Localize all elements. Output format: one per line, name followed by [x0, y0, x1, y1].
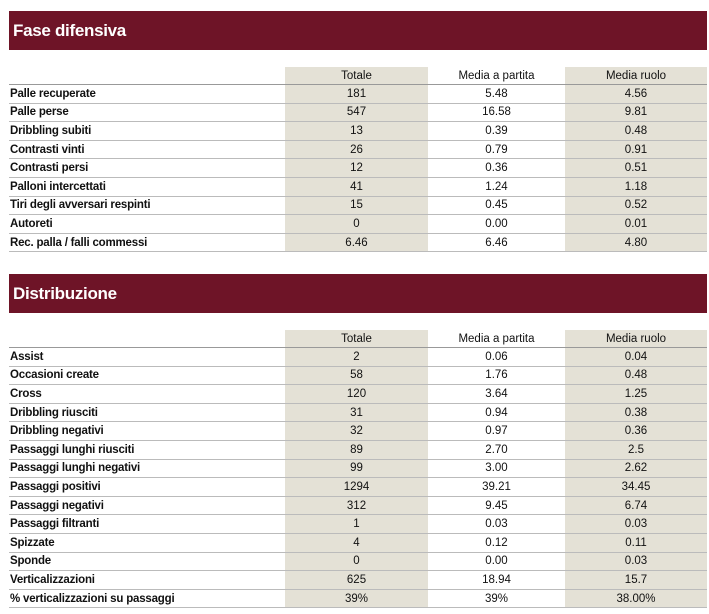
cell-media-partita: 0.94	[428, 403, 565, 422]
row-label: Passaggi filtranti	[9, 515, 285, 534]
table-row	[9, 348, 707, 367]
cell-media-ruolo: 0.04	[565, 348, 707, 367]
row-label: Tiri degli avversari respinti	[9, 196, 285, 215]
table-row	[9, 140, 707, 159]
cell-totale: 0	[285, 215, 428, 234]
section-title: Distribuzione	[9, 274, 707, 313]
cell-media-ruolo: 34.45	[565, 478, 707, 497]
header-media-ruolo: Media ruolo	[565, 67, 707, 85]
row-label: Dribbling subiti	[9, 122, 285, 141]
row-label: Passaggi negativi	[9, 496, 285, 515]
cell-media-ruolo: 0.52	[565, 196, 707, 215]
row-label: Passaggi positivi	[9, 478, 285, 497]
cell-media-ruolo: 0.03	[565, 515, 707, 534]
cell-media-ruolo: 15.7	[565, 571, 707, 590]
cell-totale: 0	[285, 552, 428, 571]
cell-media-ruolo: 1.18	[565, 177, 707, 196]
row-label: % verticalizzazioni su passaggi	[9, 589, 285, 608]
header-media-ruolo: Media ruolo	[565, 330, 707, 348]
section-distribuzione	[9, 274, 707, 608]
table-body	[9, 85, 707, 252]
cell-media-ruolo: 0.48	[565, 366, 707, 385]
row-label: Sponde	[9, 552, 285, 571]
cell-media-partita: 0.97	[428, 422, 565, 441]
header-row	[9, 67, 707, 85]
row-label: Palle perse	[9, 103, 285, 122]
row-label: Palloni intercettati	[9, 177, 285, 196]
cell-totale: 625	[285, 571, 428, 590]
row-label: Autoreti	[9, 215, 285, 234]
cell-media-partita: 39%	[428, 589, 565, 608]
cell-totale: 32	[285, 422, 428, 441]
row-label: Verticalizzazioni	[9, 571, 285, 590]
row-label: Passaggi lunghi negativi	[9, 459, 285, 478]
cell-media-ruolo: 0.01	[565, 215, 707, 234]
cell-media-partita: 9.45	[428, 496, 565, 515]
table-row	[9, 366, 707, 385]
cell-media-ruolo: 2.62	[565, 459, 707, 478]
cell-media-partita: 0.00	[428, 552, 565, 571]
stats-table-distribuzione	[9, 330, 707, 608]
cell-totale: 13	[285, 122, 428, 141]
cell-totale: 26	[285, 140, 428, 159]
cell-totale: 39%	[285, 589, 428, 608]
cell-media-partita: 6.46	[428, 233, 565, 252]
cell-totale: 12	[285, 159, 428, 178]
cell-media-partita: 1.24	[428, 177, 565, 196]
cell-media-ruolo: 0.51	[565, 159, 707, 178]
row-label: Contrasti persi	[9, 159, 285, 178]
cell-totale: 41	[285, 177, 428, 196]
row-label: Cross	[9, 385, 285, 404]
cell-media-ruolo: 0.48	[565, 122, 707, 141]
cell-totale: 120	[285, 385, 428, 404]
table-row	[9, 215, 707, 234]
table-row	[9, 440, 707, 459]
section-title: Fase difensiva	[9, 11, 707, 50]
table-row	[9, 159, 707, 178]
cell-totale: 547	[285, 103, 428, 122]
cell-media-ruolo: 9.81	[565, 103, 707, 122]
row-label: Contrasti vinti	[9, 140, 285, 159]
cell-media-partita: 1.76	[428, 366, 565, 385]
header-totale: Totale	[285, 330, 428, 348]
table-row	[9, 552, 707, 571]
cell-totale: 4	[285, 533, 428, 552]
cell-media-partita: 0.79	[428, 140, 565, 159]
table-row	[9, 385, 707, 404]
cell-media-partita: 0.00	[428, 215, 565, 234]
cell-media-partita: 0.39	[428, 122, 565, 141]
row-label: Rec. palla / falli commessi	[9, 233, 285, 252]
cell-totale: 6.46	[285, 233, 428, 252]
table-row	[9, 422, 707, 441]
cell-media-ruolo: 0.38	[565, 403, 707, 422]
cell-media-partita: 5.48	[428, 85, 565, 104]
table-body	[9, 348, 707, 608]
row-label: Palle recuperate	[9, 85, 285, 104]
cell-totale: 58	[285, 366, 428, 385]
table-row	[9, 403, 707, 422]
cell-media-ruolo: 0.11	[565, 533, 707, 552]
cell-totale: 1294	[285, 478, 428, 497]
cell-media-partita: 3.00	[428, 459, 565, 478]
cell-media-partita: 0.12	[428, 533, 565, 552]
cell-media-partita: 39.21	[428, 478, 565, 497]
header-media-partita: Media a partita	[428, 330, 565, 348]
cell-totale: 181	[285, 85, 428, 104]
cell-totale: 15	[285, 196, 428, 215]
cell-media-ruolo: 38.00%	[565, 589, 707, 608]
table-row	[9, 571, 707, 590]
header-blank	[9, 330, 285, 348]
header-totale: Totale	[285, 67, 428, 85]
cell-media-ruolo: 2.5	[565, 440, 707, 459]
table-row	[9, 589, 707, 608]
table-row	[9, 103, 707, 122]
cell-media-partita: 18.94	[428, 571, 565, 590]
cell-media-ruolo: 6.74	[565, 496, 707, 515]
cell-media-partita: 0.06	[428, 348, 565, 367]
cell-media-partita: 3.64	[428, 385, 565, 404]
cell-media-ruolo: 1.25	[565, 385, 707, 404]
cell-totale: 312	[285, 496, 428, 515]
cell-totale: 31	[285, 403, 428, 422]
cell-media-partita: 0.03	[428, 515, 565, 534]
cell-totale: 2	[285, 348, 428, 367]
section-fase-difensiva	[9, 11, 707, 252]
cell-media-ruolo: 4.56	[565, 85, 707, 104]
cell-totale: 89	[285, 440, 428, 459]
cell-media-ruolo: 4.80	[565, 233, 707, 252]
table-row	[9, 478, 707, 497]
cell-media-partita: 0.36	[428, 159, 565, 178]
cell-totale: 99	[285, 459, 428, 478]
table-row	[9, 533, 707, 552]
table-row	[9, 122, 707, 141]
header-row	[9, 330, 707, 348]
cell-media-partita: 16.58	[428, 103, 565, 122]
cell-totale: 1	[285, 515, 428, 534]
header-blank	[9, 67, 285, 85]
cell-media-partita: 0.45	[428, 196, 565, 215]
row-label: Dribbling negativi	[9, 422, 285, 441]
row-label: Assist	[9, 348, 285, 367]
header-media-partita: Media a partita	[428, 67, 565, 85]
table-row	[9, 515, 707, 534]
table-row	[9, 496, 707, 515]
cell-media-ruolo: 0.36	[565, 422, 707, 441]
table-row	[9, 85, 707, 104]
table-row	[9, 177, 707, 196]
row-label: Dribbling riusciti	[9, 403, 285, 422]
table-row	[9, 233, 707, 252]
stats-table-fase-difensiva	[9, 67, 707, 252]
cell-media-partita: 2.70	[428, 440, 565, 459]
table-row	[9, 459, 707, 478]
row-label: Occasioni create	[9, 366, 285, 385]
cell-media-ruolo: 0.03	[565, 552, 707, 571]
table-row	[9, 196, 707, 215]
row-label: Spizzate	[9, 533, 285, 552]
row-label: Passaggi lunghi riusciti	[9, 440, 285, 459]
cell-media-ruolo: 0.91	[565, 140, 707, 159]
